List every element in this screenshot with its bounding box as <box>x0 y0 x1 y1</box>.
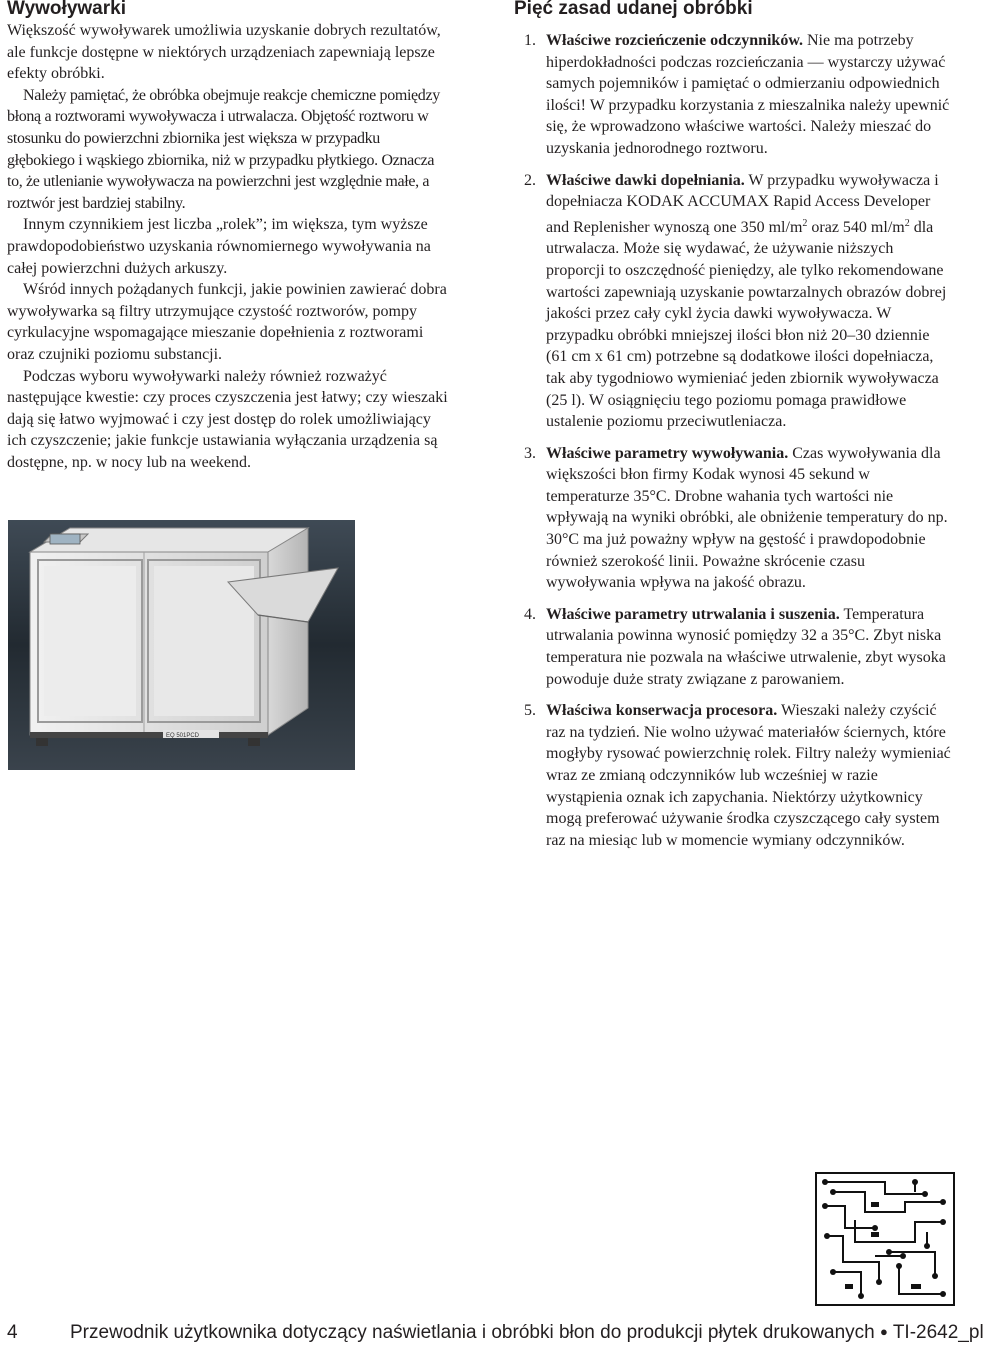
list-item-text: Temperatura utrwalania powinna wynosić pomiędzy 32 a 35°C. Zbyt niska temperatura nie pozwala na właściwe utrwalenie, zbyt wysoka powoduje duże straty związane z parowaniem. <box>546 605 946 688</box>
superscript: 2 <box>904 217 910 229</box>
list-item-text: W przypadku wywoływacza i dopełniacza KODAK ACCUMAX Rapid Access Developer and Replenisher wynoszą one 350 ml/m <box>546 171 939 236</box>
rules-list <box>514 30 954 851</box>
list-item <box>514 170 954 433</box>
circuit-board-icon <box>815 1172 955 1306</box>
superscript: 2 <box>802 217 808 229</box>
list-item <box>514 700 954 851</box>
list-item-number: 3. <box>524 444 536 462</box>
left-column <box>7 0 450 473</box>
footer-title <box>70 1322 984 1344</box>
paragraph: Należy pamiętać, że obróbka obejmuje reakcje chemiczne pomiędzy błoną a roztworami wywoływacza i utrwalacza. Objętość roztworu w stosunku do powierzchni zbiornika jest większa w przypadku głębokiego i wąskiego zbiornika, niż w przypadku płytkiego. Oznacza to, że utlenianie wywoływacza na powierzchni jest względnie małe, a roztwór jest bardziej stabilny. <box>7 86 440 212</box>
list-item-title: Właściwe rozcieńczenie odczynników. <box>546 32 803 49</box>
list-item-text: Nie ma potrzeby hiperdokładności podczas rozcieńczania — wystarczy używać samych pojemników i pamiętać o odmierzaniu odpowiednich ilości! W przypadku korzystania z mieszalnika należy upewnić się, że wprowadzono właściwe wartości. Należy mieszać do uzyskania jednorodnego roztworu. <box>546 32 950 157</box>
document-title: Przewodnik użytkownika dotyczący naświetlania i obróbki błon do produkcji płytek drukowanych <box>70 1322 875 1343</box>
processor-photo <box>8 520 355 770</box>
list-item <box>514 604 954 690</box>
list-item-text: dla utrwalacza. Może się wydawać, że używanie niższych proporcji to oszczędność pieniędzy, ale tylko rekomendowane wartości zapewniają uzyskanie powtarzalnych obrazów dobrej jakości przez cały cykl życia dawki wywoływacza. W przypadku obróbki mniejszej ilości błon niż 20–30 dziennie (61 cm x 61 cm) potrzebne są dodatkowe ilości dopełniacza, tak aby tygodniowo wymieniać jeden zbiornik wywoływacza (25 l). W osiągnięciu tego poziomu pomaga prawidłowe ustalenie poziomu przeciwutleniacza. <box>546 218 947 431</box>
page-number: 4 <box>7 1322 18 1343</box>
paragraph: Większość wywoływarek umożliwia uzyskanie dobrych rezultatów, ale funkcje dostępne w niektórych urządzeniach zapewniają lepsze efekty obróbki. <box>7 22 441 83</box>
list-item-title: Właściwa konserwacja procesora. <box>546 702 778 720</box>
paragraph: Wśród innych pożądanych funkcji, jakie powinien zawierać dobra wywoływarka są filtry utrzymujące czystość roztworów, pompy cyrkulacyjne wspomagające mieszanie dopełnienia z roztworami oraz czujniki poziomu substancji. <box>7 281 447 363</box>
list-item-number: 1. <box>524 32 536 49</box>
section-heading-processors: Wywoływarki <box>7 0 126 19</box>
list-item-title: Właściwe parametry utrwalania i suszenia. <box>546 605 840 623</box>
section-heading-five-rules: Pięć zasad udanej obróbki <box>514 0 753 19</box>
photo-label: EQ 501PCD <box>166 733 200 739</box>
list-item-number: 4. <box>524 605 536 623</box>
document-code: TI-2642_pl <box>892 1322 984 1343</box>
list-item-number: 2. <box>524 171 536 189</box>
bullet-icon: ● <box>880 1324 888 1339</box>
list-item <box>514 30 954 160</box>
page-footer <box>0 1322 984 1346</box>
list-item-number: 5. <box>524 702 536 720</box>
right-column <box>514 0 954 861</box>
list-item-text: oraz 540 ml/m <box>807 218 905 236</box>
list-item-text: Wieszaki należy czyścić raz na tydzień. Nie wolno używać materiałów ściernych, które mogłyby rysować powierzchnię rolek. Filtry należy wymieniać wraz ze zmianą odczynników lub wcześniej w razie wystąpienia oznak ich zapychania. Niektórzy użytkownicy mogą preferować używanie środka czyszczącego cały system raz na miesiąc lub w momencie wymiany odczynników. <box>546 702 951 849</box>
list-item-title: Właściwe dawki dopełniania. <box>546 171 745 189</box>
list-item-title: Właściwe parametry wywoływania. <box>546 444 789 462</box>
list-item-text: Czas wywoływania dla większości błon firmy Kodak wynosi 45 sekund w temperaturze 35°C. Drobne wahania tych wartości nie wpływają na wyniki obróbki, ale obniżenie temperatury do np. 30°C ma już poważny wpływ na gęstość i prawdopodobnie również szerokość linii. Poważne skrócenie czasu wywoływania wpływa na jakość obrazu. <box>546 444 948 592</box>
paragraph: Podczas wyboru wywoływarki należy również rozważyć następujące kwestie: czy proces czyszczenia jest łatwy; czy wieszaki dają się łatwo wyjmować i czy jest dostęp do rolek umożliwiający ich czyszczenie; jakie funkcje ustawiania wyłączania urządzenia są dostępne, np. w nocy lub na weekend. <box>7 367 448 471</box>
list-item <box>514 443 954 594</box>
paragraph: Innym czynnikiem jest liczba „rolek”; im większa, tym wyższe prawdopodobieństwo uzyskania równomiernego wywoływania na całej powierzchni dużych arkuszy. <box>7 216 431 277</box>
